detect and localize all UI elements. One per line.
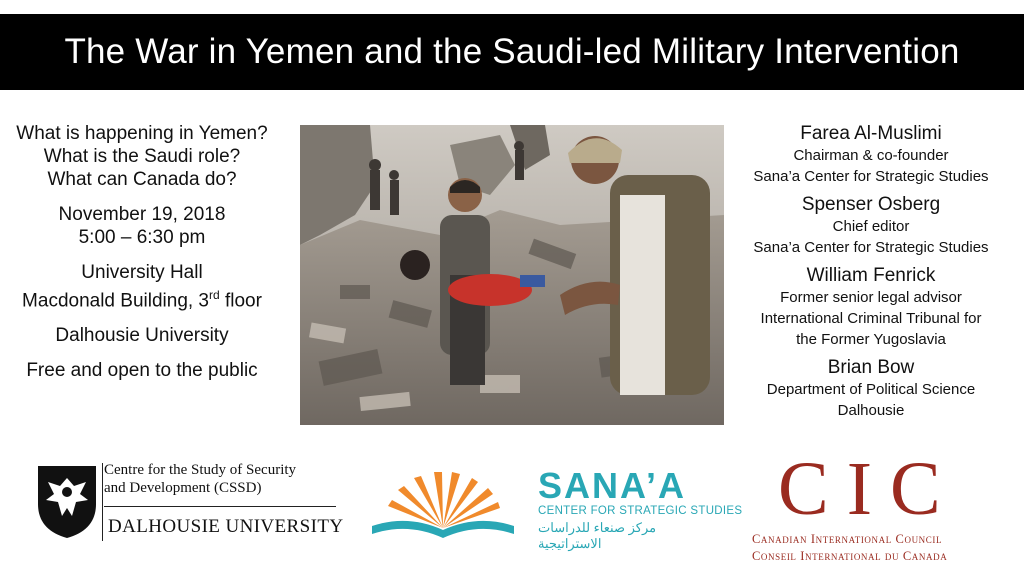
speaker-name: Farea Al-Muslimi xyxy=(800,123,942,144)
question: What can Canada do? xyxy=(47,169,237,190)
speaker-role: Department of Political Science xyxy=(766,381,976,398)
venue xyxy=(6,261,278,312)
cic-wordmark: CIC xyxy=(778,447,959,531)
speaker-name: William Fenrick xyxy=(806,265,936,286)
cic-name-fr: Conseil International du Canada xyxy=(752,549,948,563)
cssd-divider-vertical xyxy=(102,463,103,541)
cssd-name: Centre for the Study of Security and Development (CSSD) xyxy=(104,462,297,496)
speaker-role: Chairman & co-founder xyxy=(793,147,949,164)
event-details xyxy=(6,122,278,394)
sanaa-wordmark: SANA’A xyxy=(538,465,687,506)
question: What is the Saudi role? xyxy=(43,146,241,167)
speaker-role: Dalhousie xyxy=(837,402,905,419)
event-date: November 19, 2018 xyxy=(58,204,226,225)
rubble-rescue-photo-icon xyxy=(300,125,724,425)
admission: Free and open to the public xyxy=(26,360,258,382)
speaker-role: Sana’a Center for Strategic Studies xyxy=(753,168,989,185)
venue-line2: Macdonald Building, 3rd floor xyxy=(22,288,262,312)
page-title: The War in Yemen and the Saudi-led Military Intervention xyxy=(64,32,960,71)
sanaa-fan-icon xyxy=(368,468,518,540)
speaker-role: Chief editor xyxy=(832,218,910,235)
speaker-name: Brian Bow xyxy=(827,357,915,378)
question: What is happening in Yemen? xyxy=(16,123,268,144)
dalhousie-shield-icon xyxy=(36,464,98,540)
date-time xyxy=(6,203,278,249)
news-photo xyxy=(300,125,724,425)
sanaa-arabic-name: مركز صنعاء للدراسات الاستراتيجية xyxy=(538,520,657,551)
speaker xyxy=(735,122,1007,187)
speaker-role: the Former Yugoslavia xyxy=(796,331,946,348)
speaker xyxy=(735,356,1007,421)
university: Dalhousie University xyxy=(55,325,229,347)
speakers xyxy=(735,122,1007,427)
speaker xyxy=(735,264,1007,350)
sanaa-subtitle: CENTER FOR STRATEGIC STUDIES xyxy=(538,505,743,517)
event-time: 5:00 – 6:30 pm xyxy=(78,227,206,248)
venue-line1: University Hall xyxy=(81,262,203,283)
title-bar xyxy=(0,14,1024,90)
cssd-divider xyxy=(104,506,336,507)
questions xyxy=(6,122,278,191)
speaker xyxy=(735,193,1007,258)
cic-name-en: Canadian International Council xyxy=(752,532,943,546)
speaker-role: Sana’a Center for Strategic Studies xyxy=(753,239,989,256)
speaker-name: Spenser Osberg xyxy=(801,194,941,215)
speaker-role: International Criminal Tribunal for xyxy=(760,310,982,327)
speaker-role: Former senior legal advisor xyxy=(780,289,962,306)
dalhousie-wordmark: DALHOUSIE UNIVERSITY xyxy=(108,516,344,537)
